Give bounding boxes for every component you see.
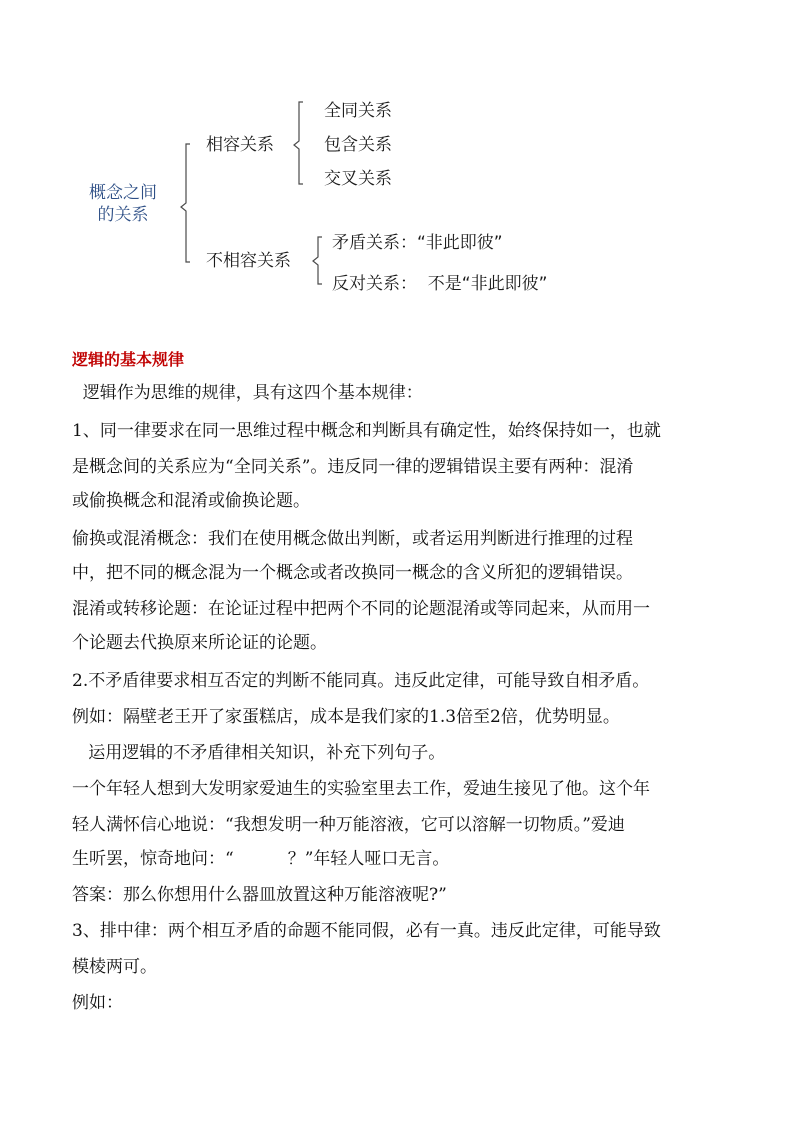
- root-line-1: 概念之间: [89, 183, 157, 203]
- intersection-relation-label: 交叉关系: [324, 169, 392, 189]
- text-line-18: 例如：: [72, 993, 123, 1013]
- text-line-9: 2.不矛盾律要求相互否定的判断不能同真。违反此定律，可能导致自相矛盾。: [72, 671, 650, 691]
- text-line-17: 模棱两可。: [72, 957, 157, 977]
- text-line-14: 生听罢，惊奇地问：“ ？”年轻人哑口无言。: [72, 849, 450, 869]
- text-line-15: 答案：那么你想用什么器皿放置这种万能溶液呢?”: [72, 885, 447, 905]
- text-line-3: 是概念间的关系应为“全同关系”。违反同一律的逻辑错误主要有两种：混淆: [72, 457, 634, 477]
- text-line-13: 轻人满怀信心地说：“我想发明一种万能溶液，它可以溶解一切物质。”爱迪: [72, 815, 625, 835]
- text-line-11: 运用逻辑的不矛盾律相关知识，补充下列句子。: [72, 743, 446, 763]
- identity-relation-label: 全同关系: [324, 101, 392, 121]
- section-heading: 逻辑的基本规律: [72, 350, 185, 369]
- diagram-root-label: [83, 182, 163, 226]
- text-line-2: 1、同一律要求在同一思维过程中概念和判断具有确定性，始终保持如一，也就: [72, 421, 661, 441]
- incompatible-relation-label: 不相容关系: [206, 251, 291, 271]
- main-brace: [181, 144, 190, 262]
- inclusion-relation-label: 包含关系: [324, 135, 392, 155]
- concept-relations-diagram: [0, 0, 794, 320]
- text-line-7: 混淆或转移论题：在论证过程中把两个不同的论题混淆或等同起来，从而用一: [72, 599, 650, 619]
- text-line-10: 例如：隔壁老王开了家蛋糕店，成本是我们家的1.3倍至2倍，优势明显。: [72, 707, 620, 727]
- text-line-8: 个论题去代换原来所论证的论题。: [72, 633, 327, 653]
- tree-braces: [0, 0, 794, 320]
- text-line-1: 逻辑作为思维的规律，具有这四个基本规律：: [72, 383, 423, 403]
- compatible-relation-label: 相容关系: [206, 135, 274, 155]
- text-line-6: 中，把不同的概念混为一个概念或者改换同一概念的含义所犯的逻辑错误。: [72, 563, 633, 583]
- incompatible-brace: [313, 237, 322, 284]
- text-line-12: 一个年轻人想到大发明家爱迪生的实验室里去工作，爱迪生接见了他。这个年: [72, 779, 650, 799]
- compatible-brace: [294, 102, 303, 184]
- contrary-relation-label: 反对关系： 不是“非此即彼”: [332, 274, 548, 294]
- text-line-16: 3、排中律：两个相互矛盾的命题不能同假，必有一真。违反此定律，可能导致: [72, 921, 661, 941]
- root-line-2: 的关系: [97, 205, 149, 225]
- text-line-4: 或偷换概念和混淆或偷换论题。: [72, 491, 310, 511]
- text-line-5: 偷换或混淆概念：我们在使用概念做出判断，或者运用判断进行推理的过程: [72, 529, 633, 549]
- contradictory-relation-label: 矛盾关系：“非此即彼”: [332, 233, 503, 253]
